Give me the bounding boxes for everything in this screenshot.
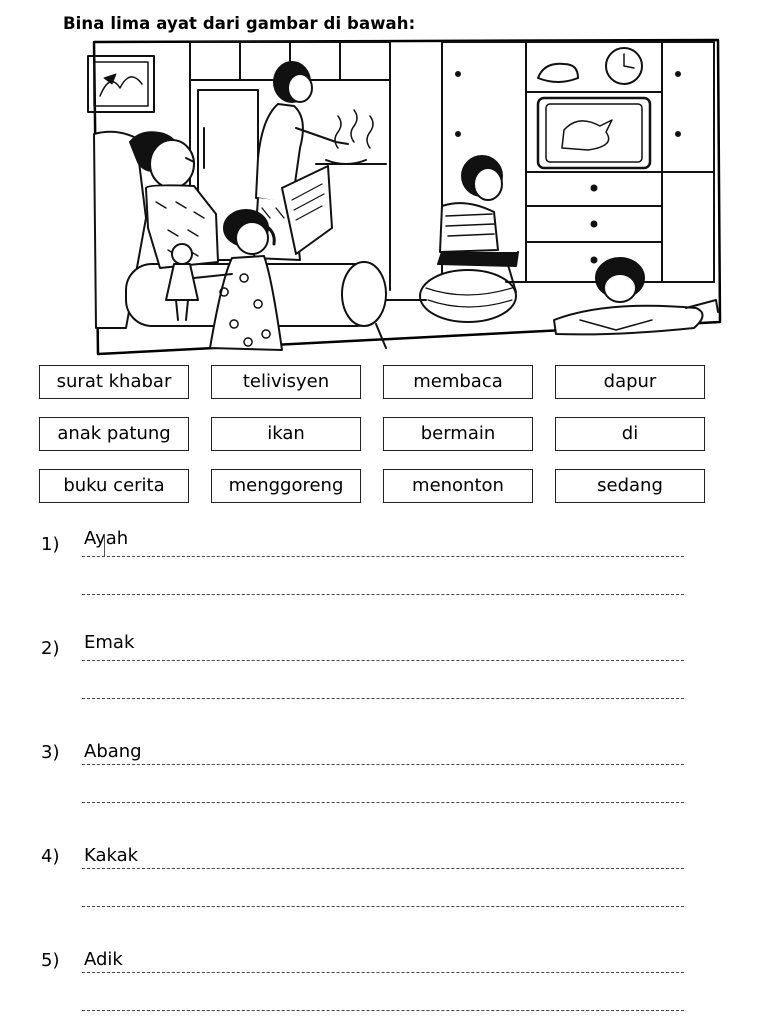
question-subject: Kakak — [84, 845, 139, 866]
word-box: menggoreng — [211, 469, 361, 503]
question-number: 1) — [41, 534, 60, 555]
word-box: surat khabar — [39, 365, 189, 399]
word-box: menonton — [383, 469, 533, 503]
word-box: ikan — [211, 417, 361, 451]
text-cursor — [104, 534, 105, 556]
question-number: 4) — [41, 846, 60, 867]
question-subject: Abang — [84, 741, 142, 762]
answer-line[interactable] — [82, 802, 684, 803]
question-number: 3) — [41, 742, 60, 763]
answer-line[interactable] — [82, 868, 684, 869]
answer-line[interactable] — [82, 556, 684, 557]
question-number: 5) — [41, 950, 60, 971]
question-subject: Emak — [84, 632, 135, 653]
word-box: dapur — [555, 365, 705, 399]
family-scene-illustration — [86, 38, 722, 356]
word-box: membaca — [383, 365, 533, 399]
question-subject: Ayah — [84, 528, 129, 549]
answer-line[interactable] — [82, 972, 684, 973]
answer-line[interactable] — [82, 594, 684, 595]
question-subject: Adik — [84, 949, 123, 970]
answer-line[interactable] — [82, 1010, 684, 1011]
worksheet-instruction: Bina lima ayat dari gambar di bawah: — [63, 14, 416, 33]
answer-line[interactable] — [82, 698, 684, 699]
answer-line[interactable] — [82, 660, 684, 661]
word-box: di — [555, 417, 705, 451]
word-box: telivisyen — [211, 365, 361, 399]
question-number: 2) — [41, 638, 60, 659]
word-box: buku cerita — [39, 469, 189, 503]
word-box: anak patung — [39, 417, 189, 451]
word-box: bermain — [383, 417, 533, 451]
word-box: sedang — [555, 469, 705, 503]
answer-line[interactable] — [82, 906, 684, 907]
answer-line[interactable] — [82, 764, 684, 765]
